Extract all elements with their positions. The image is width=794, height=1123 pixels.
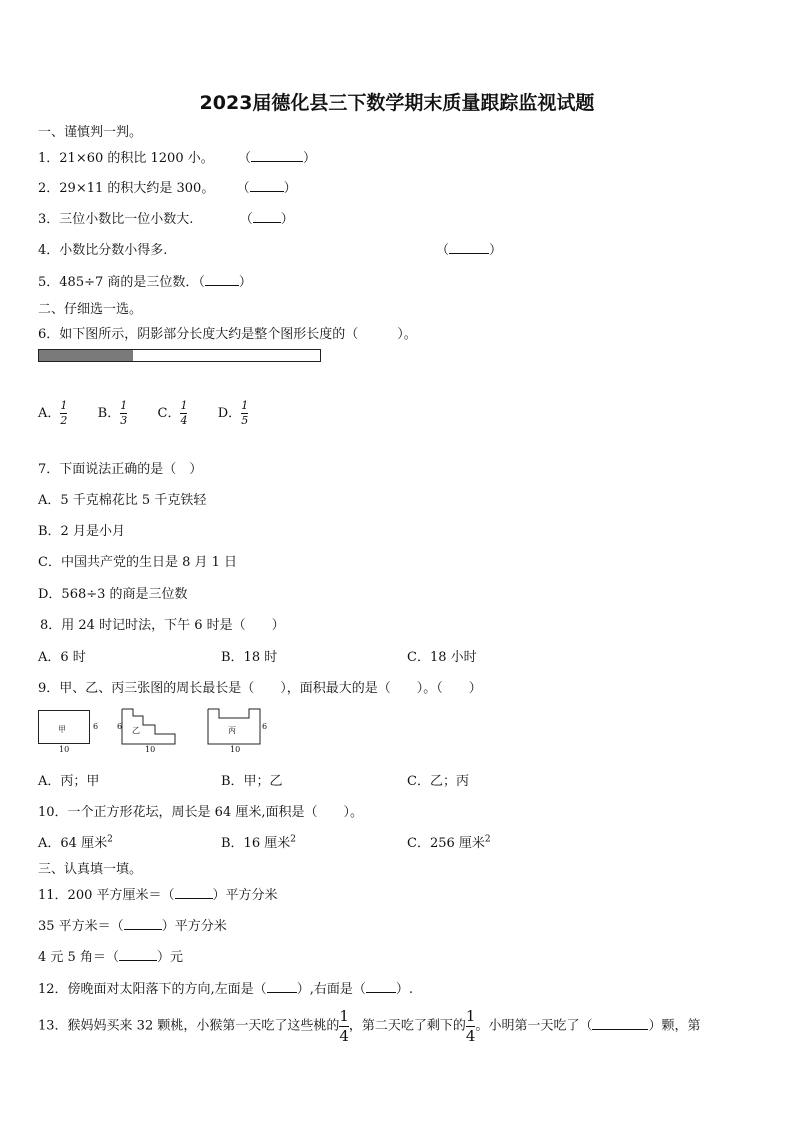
answer-blank-4[interactable]: [449, 241, 489, 254]
answer-blank-5[interactable]: [205, 273, 239, 286]
question-12: 12．傍晚面对太阳落下的方向,左面是（ ）,右面是（ ）.: [38, 982, 413, 997]
figure-bing-height: 6: [262, 722, 268, 731]
q9-option-a[interactable]: A．丙；甲: [38, 774, 100, 789]
q10-option-c[interactable]: C．256 厘米$^2$: [407, 834, 491, 851]
q10-option-b[interactable]: B．16 厘米$^2$: [221, 834, 296, 851]
option-c[interactable]: C． $\frac{1}{4}$: [157, 399, 188, 427]
shaded-portion: [39, 350, 133, 361]
q9-option-b[interactable]: B．甲；乙: [221, 774, 283, 789]
figure-jia-width: 10: [59, 745, 70, 754]
figure-jia-label: 甲: [58, 725, 66, 734]
answer-blank-13[interactable]: [592, 1017, 648, 1030]
answer-blank-11a[interactable]: [175, 886, 213, 899]
section-heading-3: 三、认真填一填。: [38, 862, 143, 877]
question-13: 13．猴妈妈买来 32 颗桃，小猴第一天吃了这些桃的 $\frac{1}{4}$ ，第二天吃了剩下的 $\frac{1}{4}$ 。小明第一天吃了（ ）颗，第: [38, 1007, 701, 1045]
question-11-line-1: 11．200 平方厘米＝（ ）平方分米: [38, 888, 278, 903]
question-5: 5．485÷7 商的是三位数．（ ）: [38, 275, 252, 290]
figure-yi-label: 乙: [132, 726, 140, 735]
fraction: $\frac{1}{4}$: [180, 399, 188, 427]
figure-yi-width: 10: [145, 745, 156, 754]
question-6-options: [38, 400, 248, 426]
q8-option-a[interactable]: A．6 时: [38, 650, 86, 665]
question-2-text: 2．29×11 的积大约是 300。: [38, 181, 215, 196]
question-10-text: 10．一个正方形花坛，周长是 64 厘米,面积是（ ）。: [38, 805, 363, 820]
answer-blank-12b[interactable]: [366, 980, 396, 993]
question-1-text: 1．21×60 的积比 1200 小。: [38, 151, 214, 166]
option-b[interactable]: B． $\frac{1}{3}$: [97, 399, 128, 427]
answer-blank-1[interactable]: [251, 149, 303, 162]
figure-yi: [121, 708, 179, 746]
answer-blank-12a[interactable]: [267, 980, 297, 993]
figure-yi-height: 6: [117, 722, 123, 731]
q9-option-c[interactable]: C．乙；丙: [407, 774, 469, 789]
section-heading-2: 二、仔细选一选。: [38, 302, 143, 317]
fraction: $\frac{1}{3}$: [120, 399, 128, 427]
q7-option-b[interactable]: B．2 月是小月: [38, 524, 125, 539]
question-4: [38, 239, 167, 258]
option-d[interactable]: D． $\frac{1}{5}$: [217, 399, 249, 427]
answer-blank-11b[interactable]: [124, 917, 162, 930]
question-6-text: 6．如下图所示，阴影部分长度大约是整个图形长度的（ ）。: [38, 327, 417, 342]
q10-option-a[interactable]: A．64 厘米$^2$: [38, 834, 113, 851]
fraction: $\frac{1}{4}$: [465, 1007, 476, 1045]
q7-option-d[interactable]: D．568÷3 的商是三位数: [38, 587, 188, 602]
question-11-line-3: 4 元 5 角＝（ ）元: [38, 950, 183, 965]
option-a[interactable]: A． $\frac{1}{2}$: [38, 399, 68, 427]
answer-blank-2[interactable]: [250, 179, 284, 192]
question-4-answer: （ ）: [436, 243, 503, 258]
answer-blank-3[interactable]: [253, 210, 281, 223]
question-3: 3．三位小数比一位小数大. （ ）: [38, 212, 294, 227]
question-8-text: 8．用 24 时记时法，下午 6 时是（ ）: [40, 618, 285, 633]
question-1: 1．21×60 的积比 1200 小。 （ ）: [38, 151, 317, 166]
question-4-text: 4．小数比分数小得多.: [38, 243, 168, 258]
fraction: $\frac{1}{4}$: [339, 1007, 349, 1045]
question-11-line-2: 35 平方米＝（ ）平方分米: [38, 919, 227, 934]
figure-jia-height: 6: [93, 722, 99, 731]
fraction: $\frac{1}{2}$: [60, 399, 68, 427]
question-9-text: 9．甲、乙、丙三张图的周长最长是（ ），面积最大的是（ ）。（ ）: [38, 681, 482, 696]
answer-blank-11c[interactable]: [119, 948, 157, 961]
question-3-text: 3．三位小数比一位小数大.: [38, 212, 194, 227]
page-title: 2023届德化县三下数学期末质量跟踪监视试题: [199, 92, 595, 114]
question-5-text: 5．485÷7 商的是三位数．: [38, 275, 199, 290]
question-2: 2．29×11 的积大约是 300。 （ ）: [38, 181, 297, 196]
q8-option-b[interactable]: B．18 时: [221, 650, 278, 665]
section-heading-1: 一、谨慎判一判。: [38, 125, 143, 140]
figure-bing-label: 丙: [228, 726, 236, 735]
q7-option-a[interactable]: A．5 千克棉花比 5 千克铁轻: [38, 493, 207, 508]
question-7-text: 7．下面说法正确的是（ ）: [38, 462, 203, 477]
figure-bing-width: 10: [230, 745, 241, 754]
q7-option-c[interactable]: C．中国共产党的生日是 8 月 1 日: [38, 555, 238, 570]
length-bar-figure: [38, 349, 321, 362]
fraction: $\frac{1}{5}$: [241, 399, 249, 427]
q8-option-c[interactable]: C．18 小时: [407, 650, 477, 665]
